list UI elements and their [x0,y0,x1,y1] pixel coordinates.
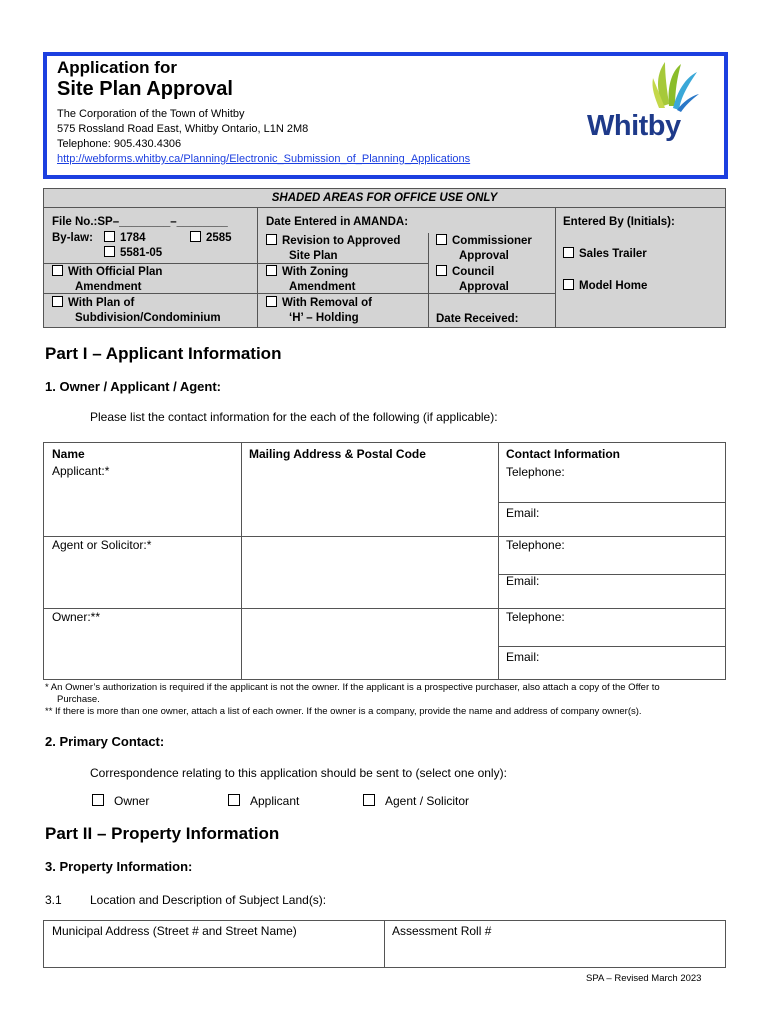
revision-footer: SPA – Revised March 2023 [586,973,702,984]
agent-email-field[interactable]: Email: [506,574,540,588]
subsection-number: 3.1 [45,893,62,907]
bylaw-1784-checkbox[interactable] [104,231,115,242]
agent-checkbox[interactable] [363,794,375,806]
applicant-address-field[interactable] [242,463,498,536]
owner-address-field[interactable] [242,609,498,679]
applicant-telephone-field[interactable]: Telephone: [506,465,565,479]
col-address-header: Mailing Address & Postal Code [249,447,426,461]
applicant-checkbox[interactable] [228,794,240,806]
col-contact-header: Contact Information [506,447,620,461]
leaf-icon [585,58,700,118]
agent-telephone-field[interactable]: Telephone: [506,538,565,552]
applicant-email-field[interactable]: Email: [506,506,540,520]
col-name-header: Name [52,447,85,461]
sales-trailer-checkbox[interactable] [563,247,574,258]
contact-owner-option[interactable]: Owner [92,794,149,808]
commissioner-checkbox[interactable] [436,234,447,245]
section1-title: 1. Owner / Applicant / Agent: [45,379,221,394]
whitby-logo: Whitby [585,58,700,148]
municipal-address-field[interactable]: Municipal Address (Street # and Street Name) [52,924,297,938]
org-address: 575 Rossland Road East, Whitby Ontario, L1N 2M8 [57,123,309,135]
assessment-roll-field[interactable]: Assessment Roll # [392,924,492,938]
owner-telephone-field[interactable]: Telephone: [506,610,565,624]
page-title: Site Plan Approval [57,78,233,100]
subsection-label: Location and Description of Subject Land(s): [90,893,327,907]
agent-label: Agent or Solicitor:* [52,538,152,552]
plan-of-subdivision-checkbox[interactable] [52,296,63,307]
entered-by-label: Entered By (Initials): [563,216,675,228]
footnote-multiple-owners: ** If there is more than one owner, attach a list of each owner. If the owner is a company, provide the name and address of company owner(s). [45,706,642,717]
date-entered-label: Date Entered in AMANDA: [266,216,409,228]
contact-table [43,442,726,680]
owner-email-field[interactable]: Email: [506,650,540,664]
contact-agent-option[interactable]: Agent / Solicitor [363,794,469,808]
application-for-label: Application for [57,58,177,77]
bylaw-label: By-law: [52,232,93,244]
file-no-label: File No.:SP–________–________ [52,216,228,228]
agent-address-field[interactable] [242,537,498,608]
contact-applicant-option[interactable]: Applicant [228,794,299,808]
owner-checkbox[interactable] [92,794,104,806]
zoning-checkbox[interactable] [266,265,277,276]
revision-checkbox[interactable] [266,234,277,245]
applicant-label: Applicant:* [52,464,110,478]
office-use-heading: SHADED AREAS FOR OFFICE USE ONLY [44,189,725,208]
org-telephone: Telephone: 905.430.4306 [57,138,182,150]
bylaw-5581-checkbox[interactable] [104,246,115,257]
model-home-checkbox[interactable] [563,279,574,290]
official-plan-checkbox[interactable] [52,265,63,276]
section2-intro: Correspondence relating to this application should be sent to (select one only): [90,766,507,780]
owner-label: Owner:** [52,610,101,624]
bylaw-2585-checkbox[interactable] [190,231,201,242]
section3-title: 3. Property Information: [45,859,193,874]
webforms-link[interactable]: http://webforms.whitby.ca/Planning/Electronic_Submission_of_Planning_Applications [57,153,471,165]
org-name: The Corporation of the Town of Whitby [57,108,245,120]
date-received-label: Date Received: [436,313,519,325]
section2-title: 2. Primary Contact: [45,734,165,749]
location-table [43,920,726,968]
removal-h-checkbox[interactable] [266,296,277,307]
council-checkbox[interactable] [436,265,447,276]
part1-title: Part I – Applicant Information [45,344,282,363]
footnote-owner-authorization: * An Owner’s authorization is required if the applicant is not the owner. If the applicant is a prospective purchaser, also attach a copy of the Offer to [45,682,660,693]
section1-intro: Please list the contact information for the each of the following (if applicable): [90,410,498,424]
part2-title: Part II – Property Information [45,824,280,843]
office-use-table: SHADED AREAS FOR OFFICE USE ONLY File No.:SP–________–________ By-law: 1784 2585 5581-05 With Official Plan Amendment With Plan of Subdivision/Condominium Date Entered in AMANDA: Revision to Approved Site Plan With Zoning Amendment With Removal of ‘H’ – Holding Commissioner Approval Council Approval Date Received: Entered By (Initials): Sales Trailer Model Home [43,188,726,328]
footnote-purchase: Purchase. [57,694,100,705]
